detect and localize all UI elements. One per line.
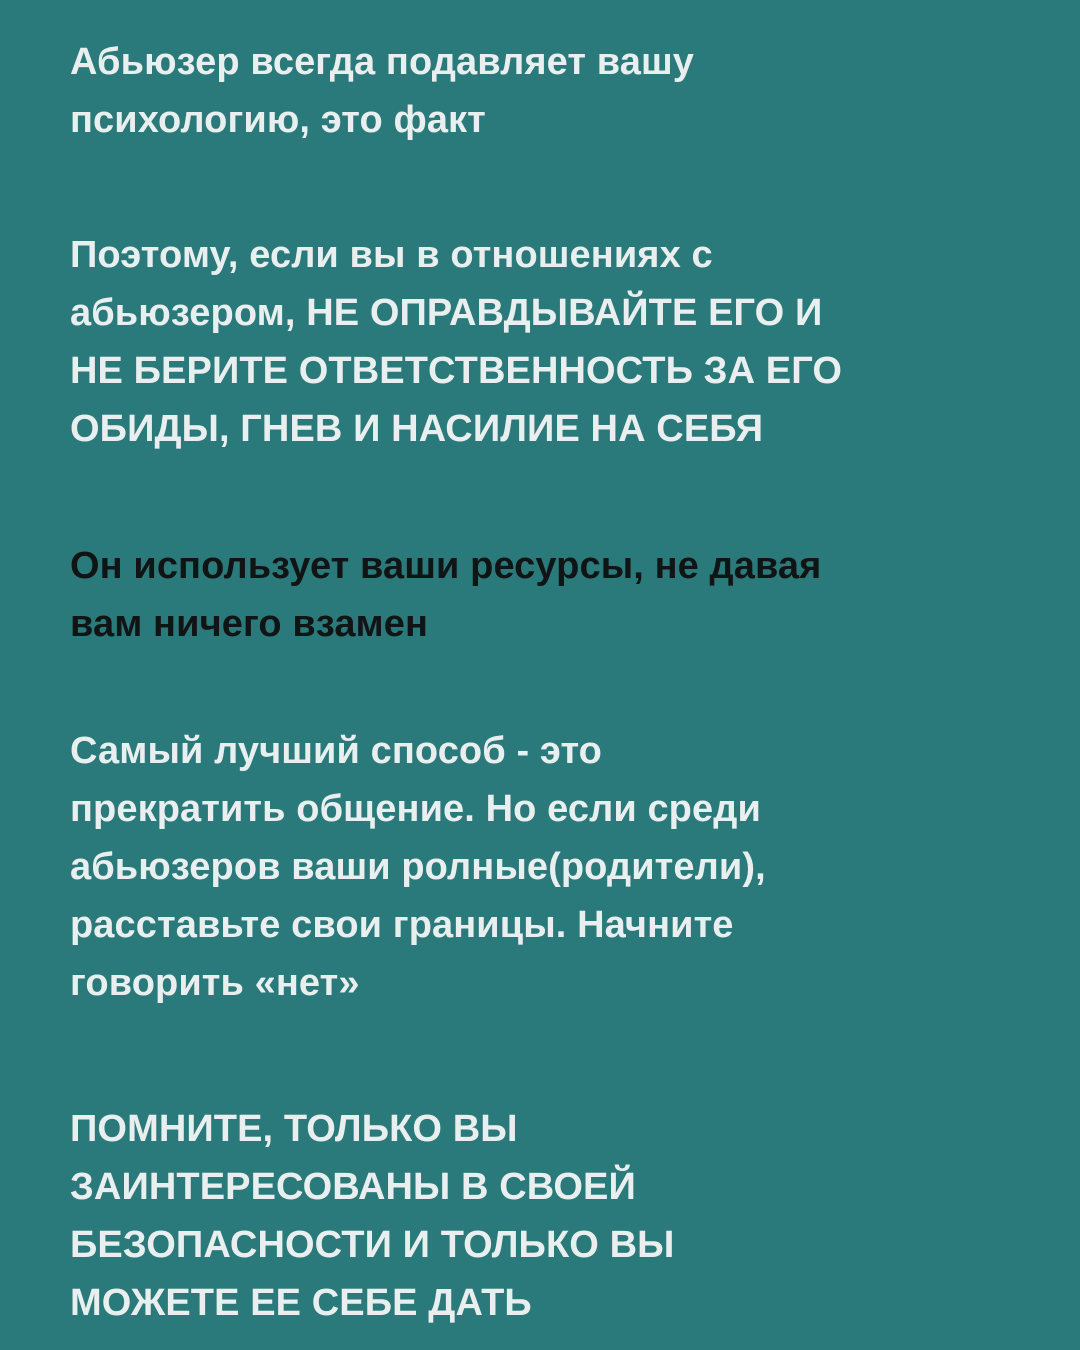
text-line: психологию, это факт [70, 99, 486, 141]
paragraph-best-way [70, 722, 1045, 1012]
text-line: Самый лучший способ - это [70, 730, 602, 772]
text-line: НЕ БЕРИТЕ ОТВЕТСТВЕННОСТЬ ЗА ЕГО [70, 350, 843, 392]
text-line: БЕЗОПАСНОСТИ И ТОЛЬКО ВЫ [70, 1224, 675, 1266]
text-line: вам ничего взамен [70, 603, 429, 645]
paragraph-abuser-suppresses [70, 33, 1045, 149]
text-line: ОБИДЫ, ГНЕВ И НАСИЛИЕ НА СЕБЯ [70, 408, 764, 450]
text-line: МОЖЕТЕ ЕЕ СЕБЕ ДАТЬ [70, 1282, 532, 1324]
text-line: Поэтому, если вы в отношениях с [70, 234, 713, 276]
text-line: говорить «нет» [70, 962, 360, 1004]
text-line: Он использует ваши ресурсы, не давая [70, 545, 822, 587]
text-line: расставьте свои границы. Начните [70, 904, 734, 946]
text-line: ЗАИНТЕРЕСОВАНЫ В СВОЕЙ [70, 1166, 636, 1208]
text-line: абьюзеров ваши ролные(родители), [70, 846, 766, 888]
paragraph-remember-safety [70, 1100, 1045, 1332]
paragraph-uses-resources [70, 537, 1045, 653]
text-line: ПОМНИТЕ, ТОЛЬКО ВЫ [70, 1108, 518, 1150]
text-line: прекратить общение. Но если среди [70, 788, 761, 830]
paragraph-do-not-justify [70, 226, 1045, 458]
text-line: Абьюзер всегда подавляет вашу [70, 41, 694, 83]
text-line: абьюзером, НЕ ОПРАВДЫВАЙТЕ ЕГО И [70, 292, 823, 334]
